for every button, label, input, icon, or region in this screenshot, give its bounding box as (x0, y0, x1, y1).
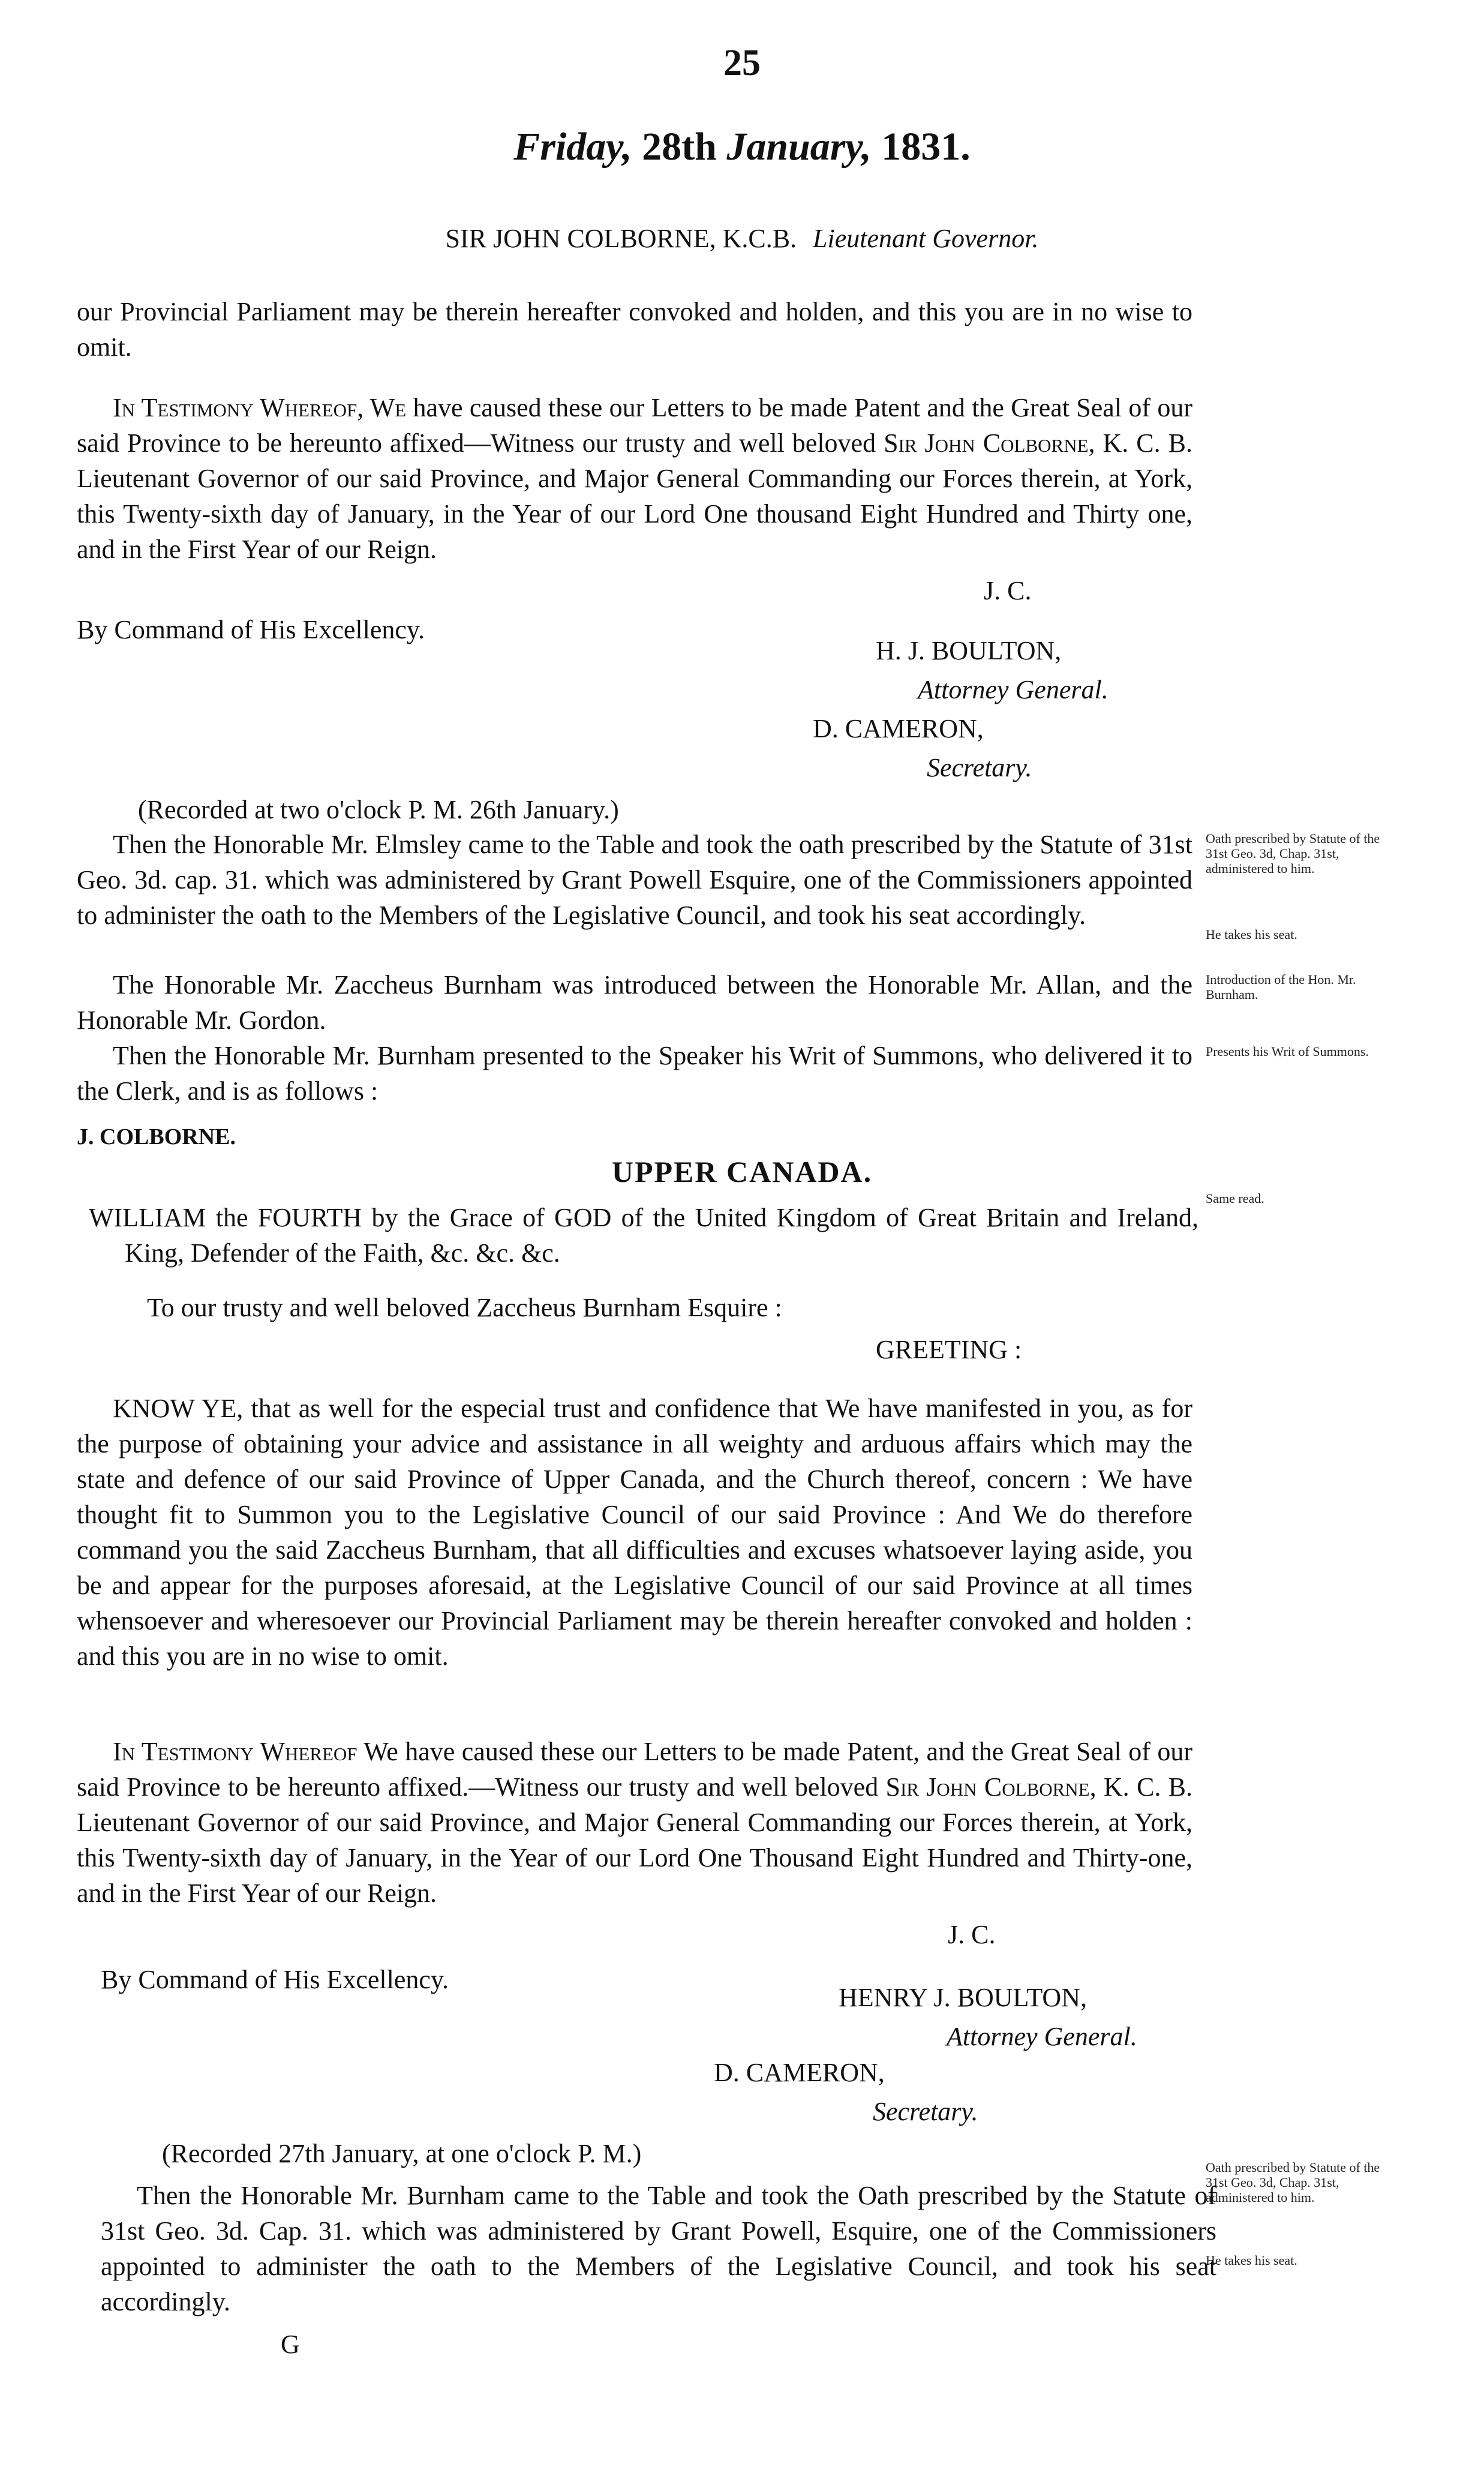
testimony-text-1b: K. C. B. Lieutenant Governor of our said Province, and Major General Commanding our Forces therein, at York, this Twenty-sixth day of January, in the Year of our Lord One thousand Eight Hundred and Thirty one, and in the First Year of our Reign. (77, 428, 1192, 564)
introduction-paragraph: The Honorable Mr. Zaccheus Burnham was introduced between the Honorable Mr. Allan, and the Honorable Mr. Gordon. (77, 970, 1192, 1035)
oath-paragraph-1: Then the Honorable Mr. Elmsley came to the Table and took the oath prescribed by the Statute of 31st Geo. 3d. cap. 31. which was administered by Grant Powell Esquire, one of the Commissioners appointed to administer the oath to the Members of the Legislative Council, and took his seat accordingly. (77, 830, 1192, 930)
attorney-title-1: Attorney General. (918, 675, 1109, 704)
date-year: 1831. (871, 125, 971, 169)
governor-line (0, 222, 1484, 256)
oath-paragraph-2: Then the Honorable Mr. Burnham came to the Table and took the Oath prescribed by the Statute of 31st Geo. 3d. Cap. 31. which was administered by Grant Powell, Esquire, one of the Commissioners appointed to administer the oath to the Members of the Legislative Council, and took his seat accordingly. (101, 2181, 1216, 2316)
by-command-1: By Command of His Excellency. (77, 615, 425, 644)
attorney-name-2: HENRY J. BOULTON, (839, 1983, 1087, 2012)
margin-note-oath-2: Oath prescribed by Statute of the 31st Geo. 3d, Chap. 31st, administered to him. (1206, 2160, 1380, 2205)
page-number: 25 (723, 43, 761, 83)
margin-note-presents-writ: Presents his Writ of Summons. (1206, 1044, 1369, 1059)
initials-2: J. C. (948, 1920, 996, 1949)
signature-mark: G (281, 2330, 300, 2359)
testimony-lead-2: In Testimony Whereof (113, 1737, 358, 1766)
secretary-title-1: Secretary. (927, 753, 1032, 782)
initials-1: J. C. (984, 576, 1032, 605)
recorded-2: (Recorded 27th January, at one o'clock P. M.) (162, 2139, 642, 2168)
greeting: GREETING : (876, 1335, 1022, 1364)
writ-continuation: our Provincial Parliament may be therein hereafter convoked and holden, and this you are in no wise to omit. (77, 297, 1192, 362)
recorded-1: (Recorded at two o'clock P. M. 26th January.) (138, 795, 619, 824)
know-ye-paragraph: KNOW YE, that as well for the especial trust and confidence that We have manifested in you, as for the purpose of obtaining your advice and assistance in all weighty and arduous affairs which may the state and defence of our said Province of Upper Canada, and the Church thereof, concern : We have thought fit to Summon you to the Legislative Council of our said Province : And We do therefore command you the said Zaccheus Burnham, that all difficulties and excuses whatsoever laying aside, you be and appear for the purposes aforesaid, at the Legislative Council of our said Province at all times whensoever and wheresoever our Provincial Parliament may be therein hereafter convoked and holden : and this you are in no wise to omit. (77, 1394, 1192, 1671)
attorney-title-2: Attorney General. (947, 2022, 1137, 2051)
governor-title: Lieutenant Governor. (813, 224, 1039, 253)
testimony-text-2a: We have caused these our Letters to be made Patent, and the Great Seal of our said Province to be hereunto affixed.—Witness our trusty and well beloved (77, 1737, 1192, 1802)
by-command-2: By Command of His Excellency. (101, 1965, 449, 1994)
testimony-paragraph-1 (77, 390, 1192, 567)
to-line: To our trusty and well beloved Zaccheus Burnham Esquire : (147, 1293, 782, 1322)
margin-note-seat-1: He takes his seat. (1206, 927, 1297, 942)
colborne-signature: J. COLBORNE. (77, 1124, 236, 1150)
attorney-name-1: H. J. BOULTON, (876, 636, 1062, 665)
governor-name: SIR JOHN COLBORNE, K.C.B. (445, 224, 797, 253)
date-heading (0, 123, 1484, 171)
secretary-title-2: Secretary. (873, 2097, 978, 2126)
date-weekday: Friday, (513, 125, 632, 169)
testimony-paragraph-2 (77, 1734, 1192, 1911)
margin-note-same-read: Same read. (1206, 1191, 1264, 1206)
upper-canada-heading: UPPER CANADA. (611, 1155, 873, 1189)
sir-john-1: Sir John Colborne, (884, 428, 1095, 458)
date-day: 28th (632, 125, 727, 169)
testimony-lead-1: In Testimony Whereof, We (113, 393, 407, 422)
william-paragraph: WILLIAM the FOURTH by the Grace of GOD of the United Kingdom of Great Britain and Ireland, King, Defender of the Faith, &c. &c. &c. (89, 1203, 1198, 1268)
testimony-text-2b: K. C. B. Lieutenant Governor of our said Province, and Major General Commanding our Forces therein, at York, this Twenty-sixth day of January, in the Year of our Lord One Thousand Eight Hundred and Thirty-one, and in the First Year of our Reign. (77, 1772, 1192, 1908)
sir-john-2: Sir John Colborne, (885, 1772, 1097, 1802)
margin-note-oath-1: Oath prescribed by Statute of the 31st Geo. 3d, Chap. 31st, administered to him. (1206, 831, 1380, 876)
margin-note-seat-2: He takes his seat. (1206, 2253, 1297, 2268)
testimony-text-1a: have caused these our Letters to be made Patent and the Great Seal of our said Province to be hereunto affixed—Witness our trusty and well beloved (77, 393, 1192, 458)
presents-writ-paragraph: Then the Honorable Mr. Burnham presented to the Speaker his Writ of Summons, who delivered it to the Clerk, and is as follows : (77, 1041, 1192, 1106)
margin-note-introduction: Introduction of the Hon. Mr. Burnham. (1206, 972, 1356, 1002)
secretary-name-1: D. CAMERON, (813, 714, 984, 743)
secretary-name-2: D. CAMERON, (714, 2058, 885, 2087)
date-month: January, (726, 125, 872, 169)
